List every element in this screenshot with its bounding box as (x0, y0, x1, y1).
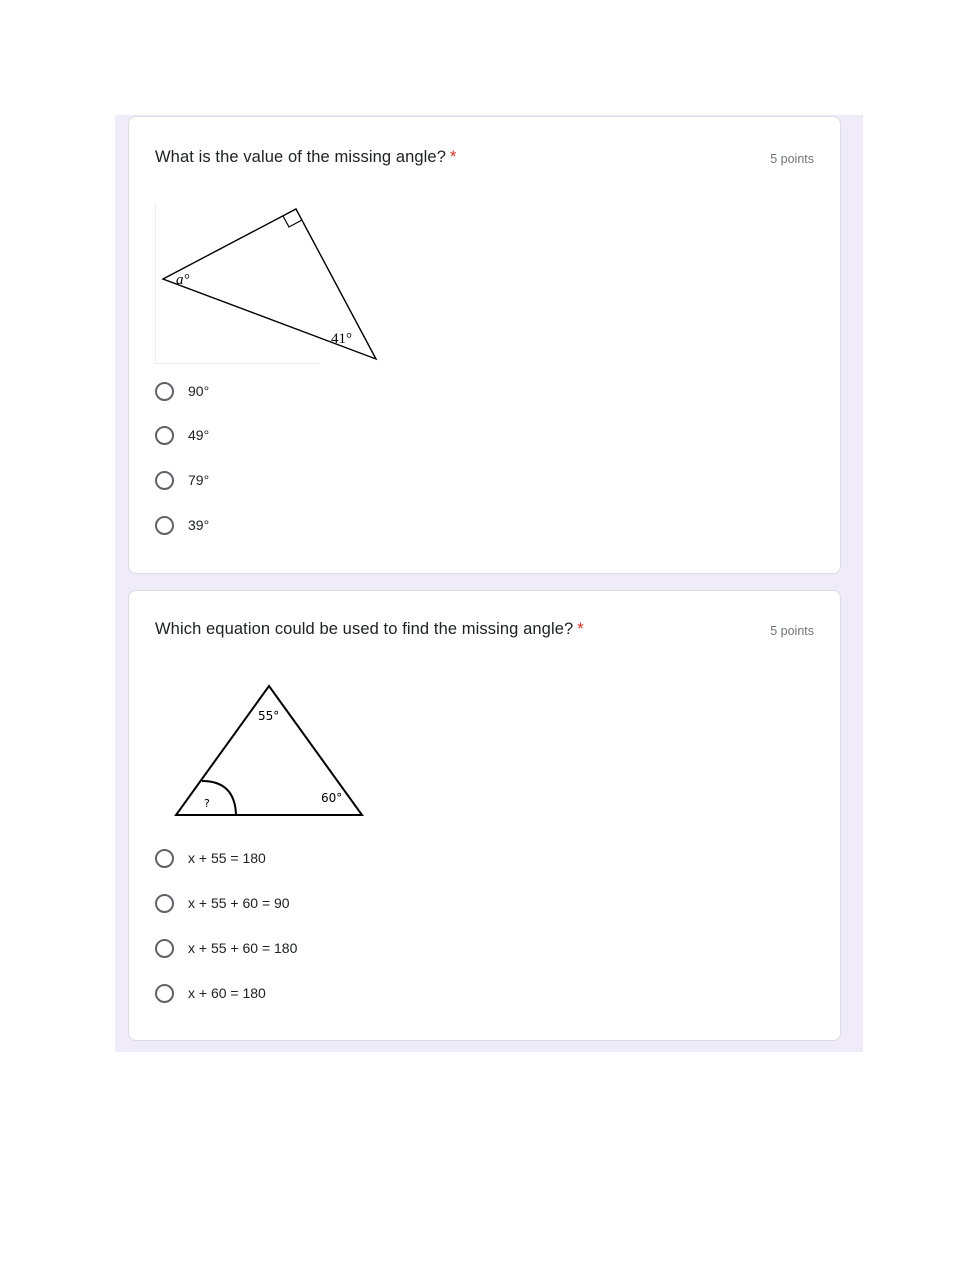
option-label: 49° (188, 427, 210, 443)
question-text: What is the value of the missing angle? (155, 148, 446, 166)
radio-button[interactable] (155, 894, 174, 913)
question-text: Which equation could be used to find the missing angle? (155, 620, 574, 638)
option-label: 79° (188, 472, 210, 488)
option-2[interactable] (155, 423, 209, 447)
triangle-image (169, 681, 369, 821)
option-1[interactable] (155, 379, 209, 403)
question-card-2 (128, 590, 841, 1041)
option-label: x + 60 = 180 (188, 985, 266, 1001)
right-angle-label: 60° (321, 791, 343, 805)
points-label: 5 points (770, 152, 814, 166)
triangle-figure (169, 681, 369, 826)
radio-button[interactable] (155, 426, 174, 445)
right-triangle-figure (155, 203, 395, 370)
question-title (155, 620, 584, 639)
required-asterisk: * (577, 620, 584, 638)
option-label: 39° (188, 517, 210, 533)
radio-button[interactable] (155, 382, 174, 401)
option-4[interactable] (155, 513, 209, 537)
vertex-label: a° (176, 272, 190, 288)
option-2[interactable] (155, 891, 290, 915)
unknown-angle-label: ? (204, 797, 210, 810)
question-title (155, 148, 457, 167)
option-label: 90° (188, 383, 210, 399)
angle-label: 41° (331, 331, 352, 347)
option-label: x + 55 + 60 = 90 (188, 895, 290, 911)
radio-button[interactable] (155, 471, 174, 490)
option-3[interactable] (155, 468, 209, 492)
required-asterisk: * (449, 148, 457, 166)
option-label: x + 55 = 180 (188, 850, 266, 866)
question-card-1 (128, 116, 841, 574)
radio-button[interactable] (155, 984, 174, 1003)
points-label: 5 points (770, 624, 814, 638)
option-4[interactable] (155, 981, 266, 1005)
radio-button[interactable] (155, 939, 174, 958)
option-3[interactable] (155, 936, 297, 960)
option-1[interactable] (155, 846, 266, 870)
radio-button[interactable] (155, 849, 174, 868)
option-label: x + 55 + 60 = 180 (188, 940, 298, 956)
top-angle-label: 55° (258, 709, 280, 723)
triangle-image (155, 203, 395, 365)
radio-button[interactable] (155, 516, 174, 535)
